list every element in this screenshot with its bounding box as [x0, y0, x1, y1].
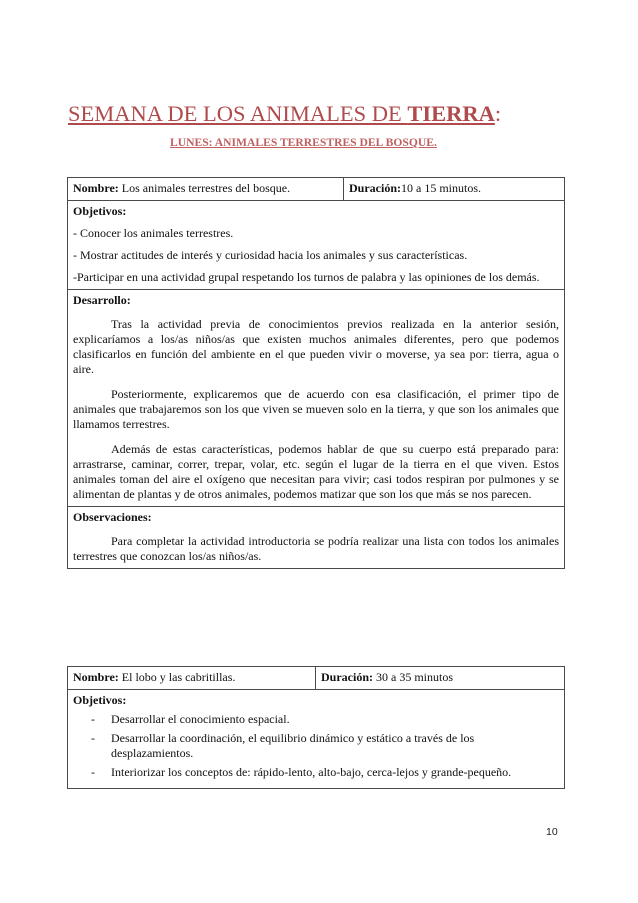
page-subtitle: LUNES: ANIMALES TERRESTRES DEL BOSQUE.	[170, 136, 437, 149]
title-text	[68, 101, 495, 126]
list-item: - Desarrollar la coordinación, el equilibrio dinámico y estático a través de los desplazamientos.	[91, 731, 475, 760]
name-value: El lobo y las cabritillas.	[118, 670, 236, 684]
objectives-row	[68, 690, 565, 789]
page-number: 10	[546, 826, 558, 838]
observations-row	[68, 507, 565, 569]
observations-section	[68, 507, 565, 569]
duration-label: Duración:	[349, 181, 401, 195]
activity-table-2	[67, 666, 565, 789]
observations-text: Para completar la actividad introductoria se podría realizar una lista con todos los animales terrestres que conozcan los/as niños/as.	[73, 534, 559, 563]
name-cell	[68, 178, 344, 201]
objective-item: Interiorizar los conceptos de: rápido-lento, alto-bajo, cerca-lejos y grande-pequeño.	[111, 765, 512, 779]
objective-item: -Participar en una actividad grupal respetando los turnos de palabra y las opiniones de los demás.	[73, 270, 540, 284]
development-section	[68, 290, 565, 507]
objectives-section	[68, 690, 565, 789]
name-cell	[68, 667, 316, 690]
duration-label: Duración:	[321, 670, 373, 684]
development-paragraph: Además de estas características, podemos hablar de que su cuerpo está preparado para: arrastrarse, caminar, correr, trepar, volar, etc. según el lugar de la tierra en el que viven. Estos animales toman del aire el oxígeno que necesitan para vivir; casi todos respiran por pulmones y se alimentan de plantas y de otros animales, podemos matizar que son los que más se nos parecen.	[73, 442, 559, 501]
objectives-list	[73, 712, 559, 780]
name-value: Los animales terrestres del bosque.	[118, 181, 291, 195]
objectives-section	[68, 201, 565, 290]
duration-cell	[316, 667, 565, 690]
activity-header-row	[68, 178, 565, 201]
activity-table-1	[67, 177, 565, 569]
name-label: Nombre:	[73, 670, 119, 684]
page-title	[68, 101, 501, 127]
title-suffix: :	[494, 101, 502, 126]
objective-item: - Mostrar actitudes de interés y curiosidad hacia los animales y sus características.	[73, 248, 468, 262]
objectives-label: Objetivos:	[73, 204, 127, 218]
development-row	[68, 290, 565, 507]
title-emphasis: TIERRA	[407, 101, 495, 126]
development-paragraph: Posteriormente, explicaremos que de acuerdo con esa clasificación, el primer tipo de animales que trabajaremos son los que viven se mueven solo en la tierra, y que son los animales que llamamos terrestres.	[73, 387, 559, 431]
duration-value: 10 a 15 minutos.	[401, 181, 481, 195]
objective-item: Desarrollar la coordinación, el equilibrio dinámico y estático a través de los desplazamientos.	[111, 731, 475, 760]
name-label: Nombre:	[73, 181, 119, 195]
title-prefix: SEMANA DE LOS ANIMALES DE	[68, 101, 408, 126]
objectives-label: Objetivos:	[73, 693, 127, 707]
development-paragraph: Tras la actividad previa de conocimientos previos realizada en la anterior sesión, explicaríamos a los/as niños/as que existen muchos animales diferentes, pero que podemos clasificarlos en función del ambiente en el que pueden vivir o moverse, ya sea por: tierra, agua o aire.	[73, 317, 559, 376]
list-item: - Desarrollar el conocimiento espacial.	[91, 712, 290, 726]
objective-item: Desarrollar el conocimiento espacial.	[111, 712, 290, 726]
observations-label: Observaciones:	[73, 510, 152, 524]
objective-item: - Conocer los animales terrestres.	[73, 226, 234, 240]
development-label: Desarrollo:	[73, 293, 131, 307]
list-item: - Interiorizar los conceptos de: rápido-lento, alto-bajo, cerca-lejos y grande-pequeño.	[91, 765, 512, 779]
duration-value: 30 a 35 minutos	[373, 670, 453, 684]
objectives-row	[68, 201, 565, 290]
activity-header-row	[68, 667, 565, 690]
duration-cell	[344, 178, 565, 201]
